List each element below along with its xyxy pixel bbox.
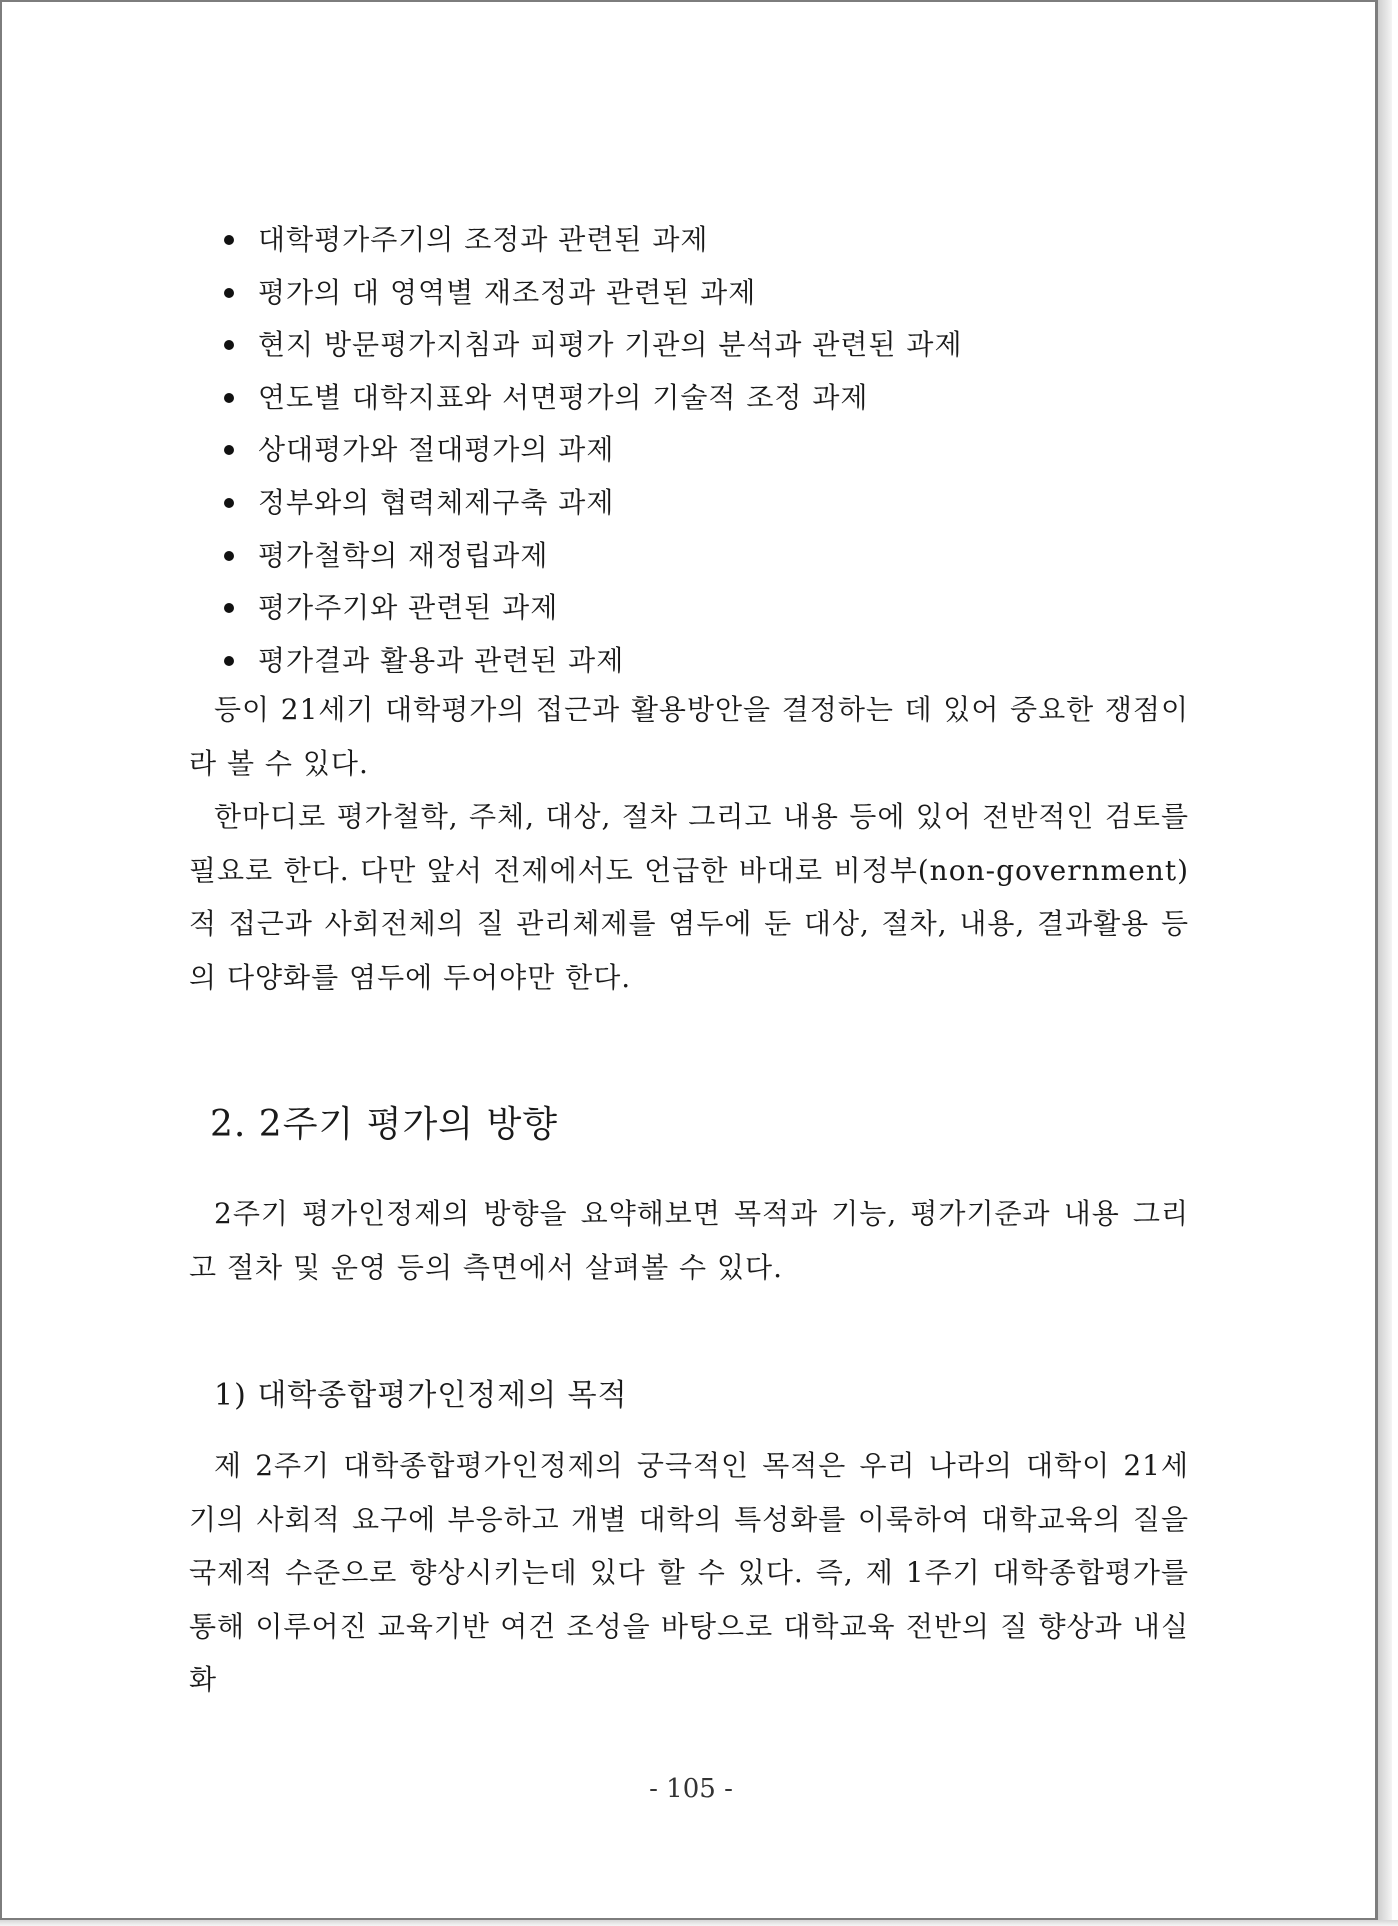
list-item-text: 연도별 대학지표와 서면평가의 기술적 조정 과제	[258, 380, 869, 414]
list-item-text: 평가결과 활용과 관련된 과제	[258, 643, 625, 677]
bullet-icon	[224, 288, 234, 298]
list-item-text: 현지 방문평가지침과 피평가 기관의 분석과 관련된 과제	[258, 328, 963, 362]
bullet-icon	[224, 498, 234, 508]
list-item-text: 평가철학의 재정립과제	[258, 538, 549, 572]
list-item	[220, 582, 963, 635]
list-item	[220, 372, 963, 425]
list-item-text: 상대평가와 절대평가의 과제	[258, 433, 615, 467]
section-heading: 2. 2주기 평가의 방향	[210, 1104, 559, 1145]
list-item	[220, 214, 963, 267]
page-number: - 105 -	[649, 1774, 733, 1804]
list-item-text: 대학평가주기의 조정과 관련된 과제	[258, 223, 709, 256]
page-shadow	[1378, 0, 1392, 1926]
list-item	[220, 319, 963, 372]
bullet-icon	[224, 551, 234, 561]
list-item	[220, 635, 963, 688]
bullet-icon	[224, 340, 234, 350]
page-shadow	[0, 1920, 1398, 1926]
paragraph-purpose: 제 2주기 대학종합평가인정제의 궁극적인 목적은 우리 나라의 대학이 21세기의 사회적 요구에 부응하고 개별 대학의 특성화를 이룩하여 대학교육의 질을 국제적 수준으로 향상시키는데 있다 할 수 있다. 즉, 제 1주기 대학종합평가를 통해 이루어진 교육기반 여건 조성을 바탕으로 대학교육 전반의 질 향상과 내실화	[189, 1449, 1189, 1696]
list-item	[220, 267, 963, 320]
bullet-icon	[224, 603, 234, 613]
list-item	[220, 477, 963, 530]
paragraph-conclusion: 등이 21세기 대학평가의 접근과 활용방안을 결정하는 데 있어 중요한 쟁점이라 볼 수 있다.	[189, 693, 1189, 780]
paragraph-review: 한마디로 평가철학, 주체, 대상, 절차 그리고 내용 등에 있어 전반적인 검토를 필요로 한다. 다만 앞서 전제에서도 언급한 바대로 비정부(non-government)적 접근과 사회전체의 질 관리체제를 염두에 둔 대상, 절차, 내용, 결과활용 등의 다양화를 염두에 두어야만 한다.	[189, 800, 1189, 994]
list-item-text: 평가주기와 관련된 과제	[258, 591, 559, 625]
list-item-text: 정부와의 협력체제구축 과제	[258, 485, 615, 519]
subsection-heading: 1) 대학종합평가인정제의 목적	[214, 1378, 628, 1413]
bullet-list	[220, 214, 963, 687]
list-item-text: 평가의 대 영역별 재조정과 관련된 과제	[258, 275, 757, 309]
paragraph-direction: 2주기 평가인정제의 방향을 요약해보면 목적과 기능, 평가기준과 내용 그리고 절차 및 운영 등의 측면에서 살펴볼 수 있다.	[189, 1197, 1189, 1284]
bullet-icon	[224, 235, 234, 245]
bullet-icon	[224, 445, 234, 455]
list-item	[220, 424, 963, 477]
list-item	[220, 530, 963, 583]
bullet-icon	[224, 656, 234, 666]
bullet-icon	[224, 393, 234, 403]
